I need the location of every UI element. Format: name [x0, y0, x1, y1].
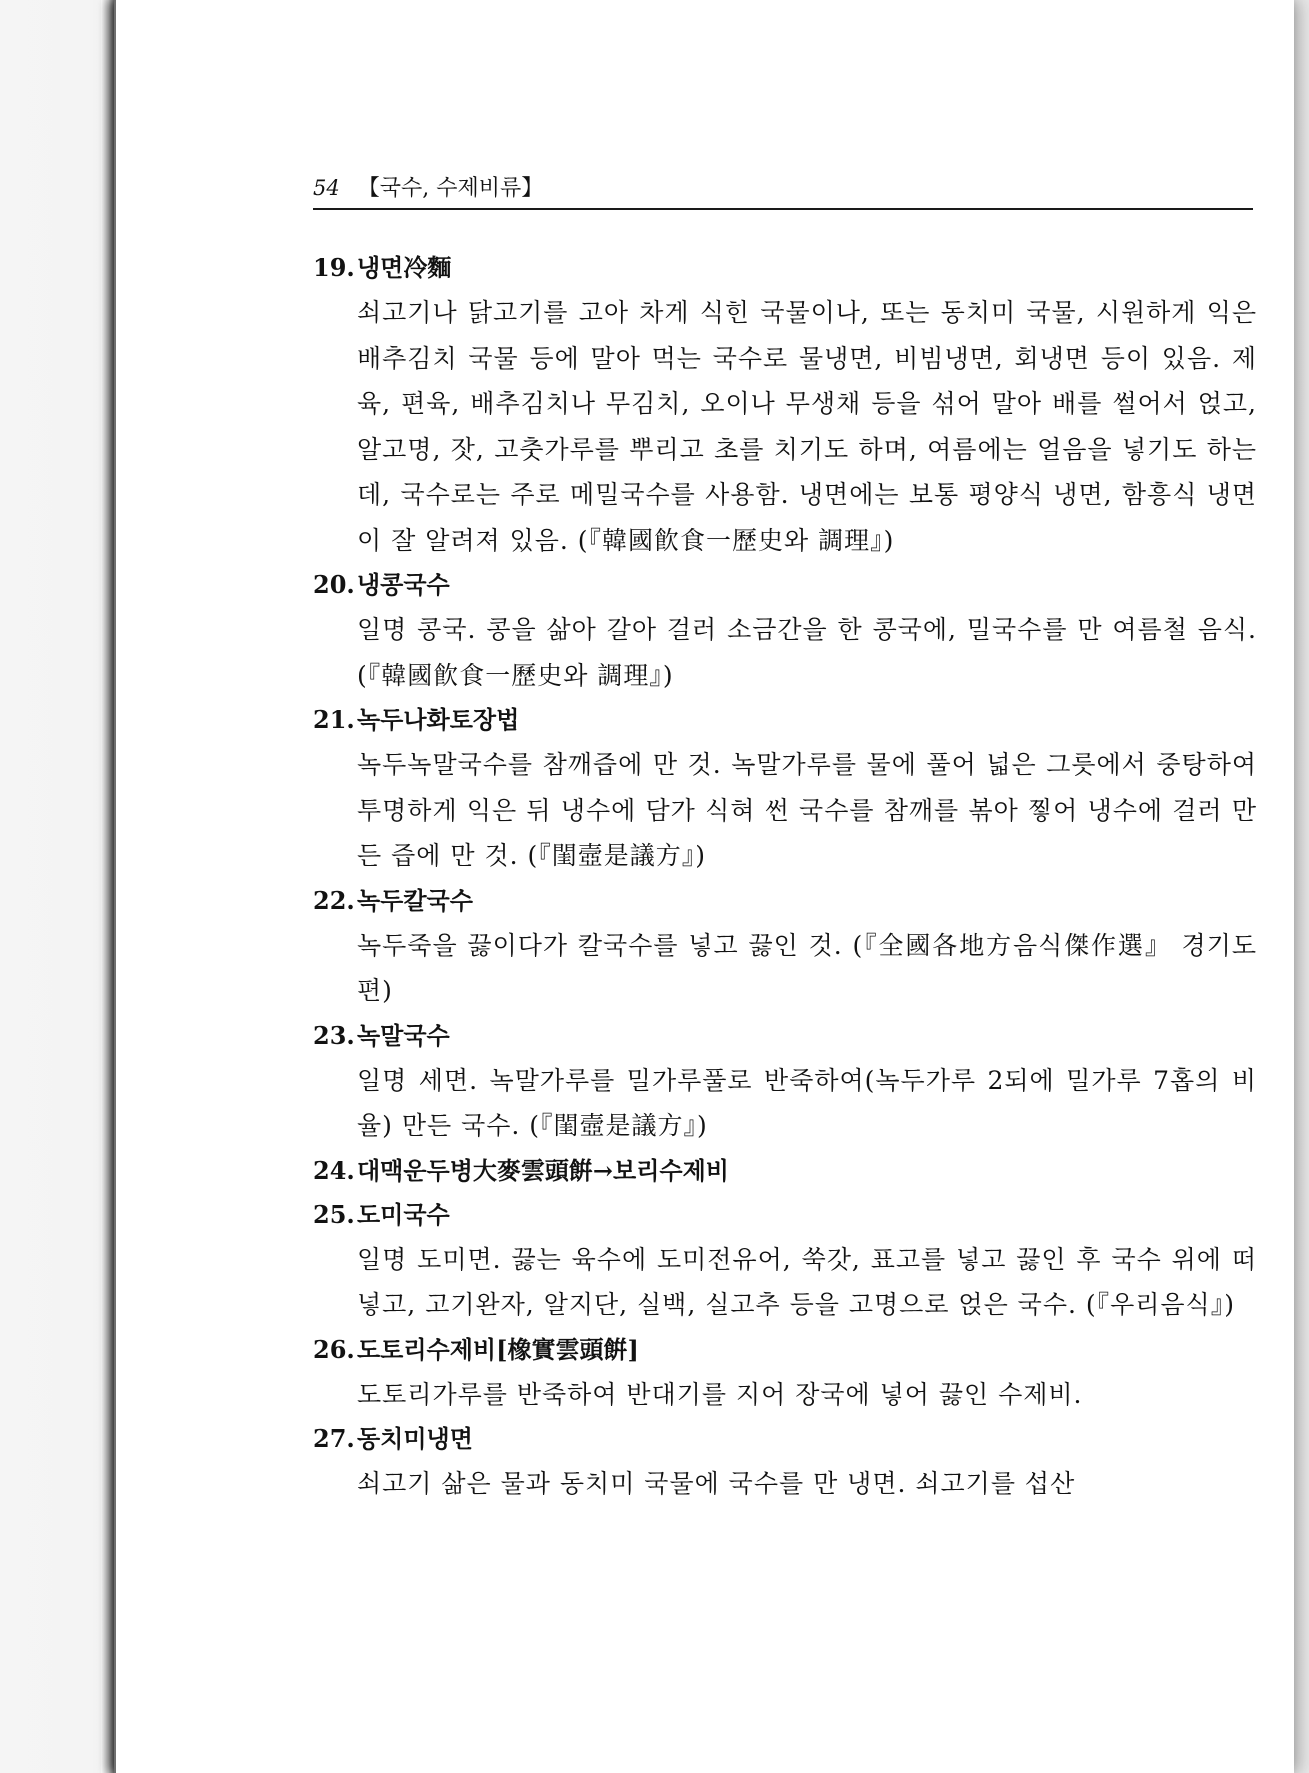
- entry-heading: [313, 246, 1257, 290]
- entry-title: 녹두나화토장법: [357, 705, 520, 734]
- entry-title: 도미국수: [357, 1199, 450, 1229]
- entry-definition: 일명 세면. 녹말가루를 밀가루풀로 반죽하여(녹두가루 2되에 밀가루 7홉의 비율) 만든 국수. (『閨壼是議方』): [357, 1065, 1257, 1140]
- dictionary-entry: [313, 1014, 1257, 1149]
- entry-heading: [313, 879, 1257, 923]
- entry-title: 녹두칼국수: [357, 885, 473, 915]
- page-fold-shadow: [101, 0, 115, 1773]
- entry-heading: [313, 1193, 1257, 1237]
- entry-number: 24.: [313, 1155, 355, 1185]
- entry-title: 녹말국수: [357, 1020, 450, 1050]
- entry-heading: [313, 1417, 1257, 1461]
- book-page: [114, 0, 1294, 1773]
- entry-number: 23.: [313, 1020, 355, 1050]
- entry-definition: 일명 도미면. 끓는 육수에 도미전유어, 쑥갓, 표고를 넣고 끓인 후 국수 위에 떠 넣고, 고기완자, 알지단, 실백, 실고추 등을 고명으로 얹은 국수. (『우리음식』): [357, 1244, 1257, 1319]
- dictionary-entry: [313, 879, 1257, 1014]
- entry-title: 대맥운두병大麥雲頭餠→보리수제비: [357, 1155, 729, 1185]
- dictionary-entry: [313, 698, 1257, 879]
- entry-number: 19.: [313, 253, 355, 282]
- entry-definition: 쇠고기 삶은 물과 동치미 국물에 국수를 만 냉면. 쇠고기를 섭산: [357, 1469, 1076, 1498]
- entry-number: 27.: [313, 1424, 355, 1453]
- entry-number: 26.: [313, 1334, 355, 1364]
- page-number: 54: [313, 176, 340, 200]
- dictionary-entry: [313, 1328, 1257, 1418]
- entry-number: 20.: [313, 570, 355, 599]
- dictionary-entry: [313, 1417, 1257, 1507]
- entry-definition: 쇠고기나 닭고기를 고아 차게 식힌 국물이나, 또는 동치미 국물, 시원하게 익은 배추김치 국물 등에 말아 먹는 국수로 물냉면, 비빔냉면, 회냉면 등이 있음. 제육, 편육, 배추김치나 무김치, 오이나 무생채 등을 섞어 말아 배를 썰어서 얹고, 알고명, 잣, 고춧가루를 뿌리고 초를 치기도 하며, 여름에는 얼음을 넣기도 하는데, 국수로는 주로 메밀국수를 사용함. 냉면에는 보통 평양식 냉면, 함흥식 냉면이 잘 알려져 있음. (『韓國飮食一歷史와 調理』): [357, 298, 1257, 555]
- entry-heading: [313, 1149, 1257, 1193]
- entry-number: 25.: [313, 1199, 355, 1229]
- entry-number: 21.: [313, 705, 355, 734]
- entry-definition: 녹두죽을 끓이다가 칼국수를 넣고 끓인 것. (『全國各地方음식傑作選』 경기도편): [357, 930, 1257, 1005]
- entry-title: 냉콩국수: [357, 570, 450, 599]
- entry-definition: 녹두녹말국수를 참깨즙에 만 것. 녹말가루를 물에 풀어 넓은 그릇에서 중탕하여 투명하게 익은 뒤 냉수에 담가 식혀 썬 국수를 참깨를 볶아 찧어 냉수에 걸러 만든 즙에 만 것. (『閨壼是議方』): [357, 750, 1257, 870]
- entry-definition: 일명 콩국. 콩을 삶아 갈아 걸러 소금간을 한 콩국에, 밀국수를 만 여름철 음식. (『韓國飮食一歷史와 調理』): [357, 615, 1257, 690]
- entry-title: 도토리수제비[橡實雲頭餠]: [357, 1334, 639, 1364]
- entry-number: 22.: [313, 885, 355, 915]
- entry-title: 냉면冷麵: [357, 253, 452, 282]
- section-title: 【국수, 수제비류】: [357, 176, 544, 201]
- dictionary-entry: [313, 563, 1257, 698]
- entry-heading: [313, 698, 1257, 742]
- dictionary-entry: [313, 1149, 1257, 1193]
- entry-heading: [313, 1014, 1257, 1058]
- entry-definition: 도토리가루를 반죽하여 반대기를 지어 장국에 넣어 끓인 수제비.: [357, 1379, 1083, 1409]
- entry-heading: [313, 1328, 1257, 1372]
- header-rule: [313, 208, 1253, 210]
- entry-title: 동치미냉면: [357, 1424, 473, 1453]
- running-header: [313, 171, 543, 202]
- dictionary-entry: [313, 1193, 1257, 1328]
- entry-heading: [313, 563, 1257, 607]
- dictionary-entry: [313, 246, 1257, 563]
- dictionary-entries: [313, 246, 1257, 1507]
